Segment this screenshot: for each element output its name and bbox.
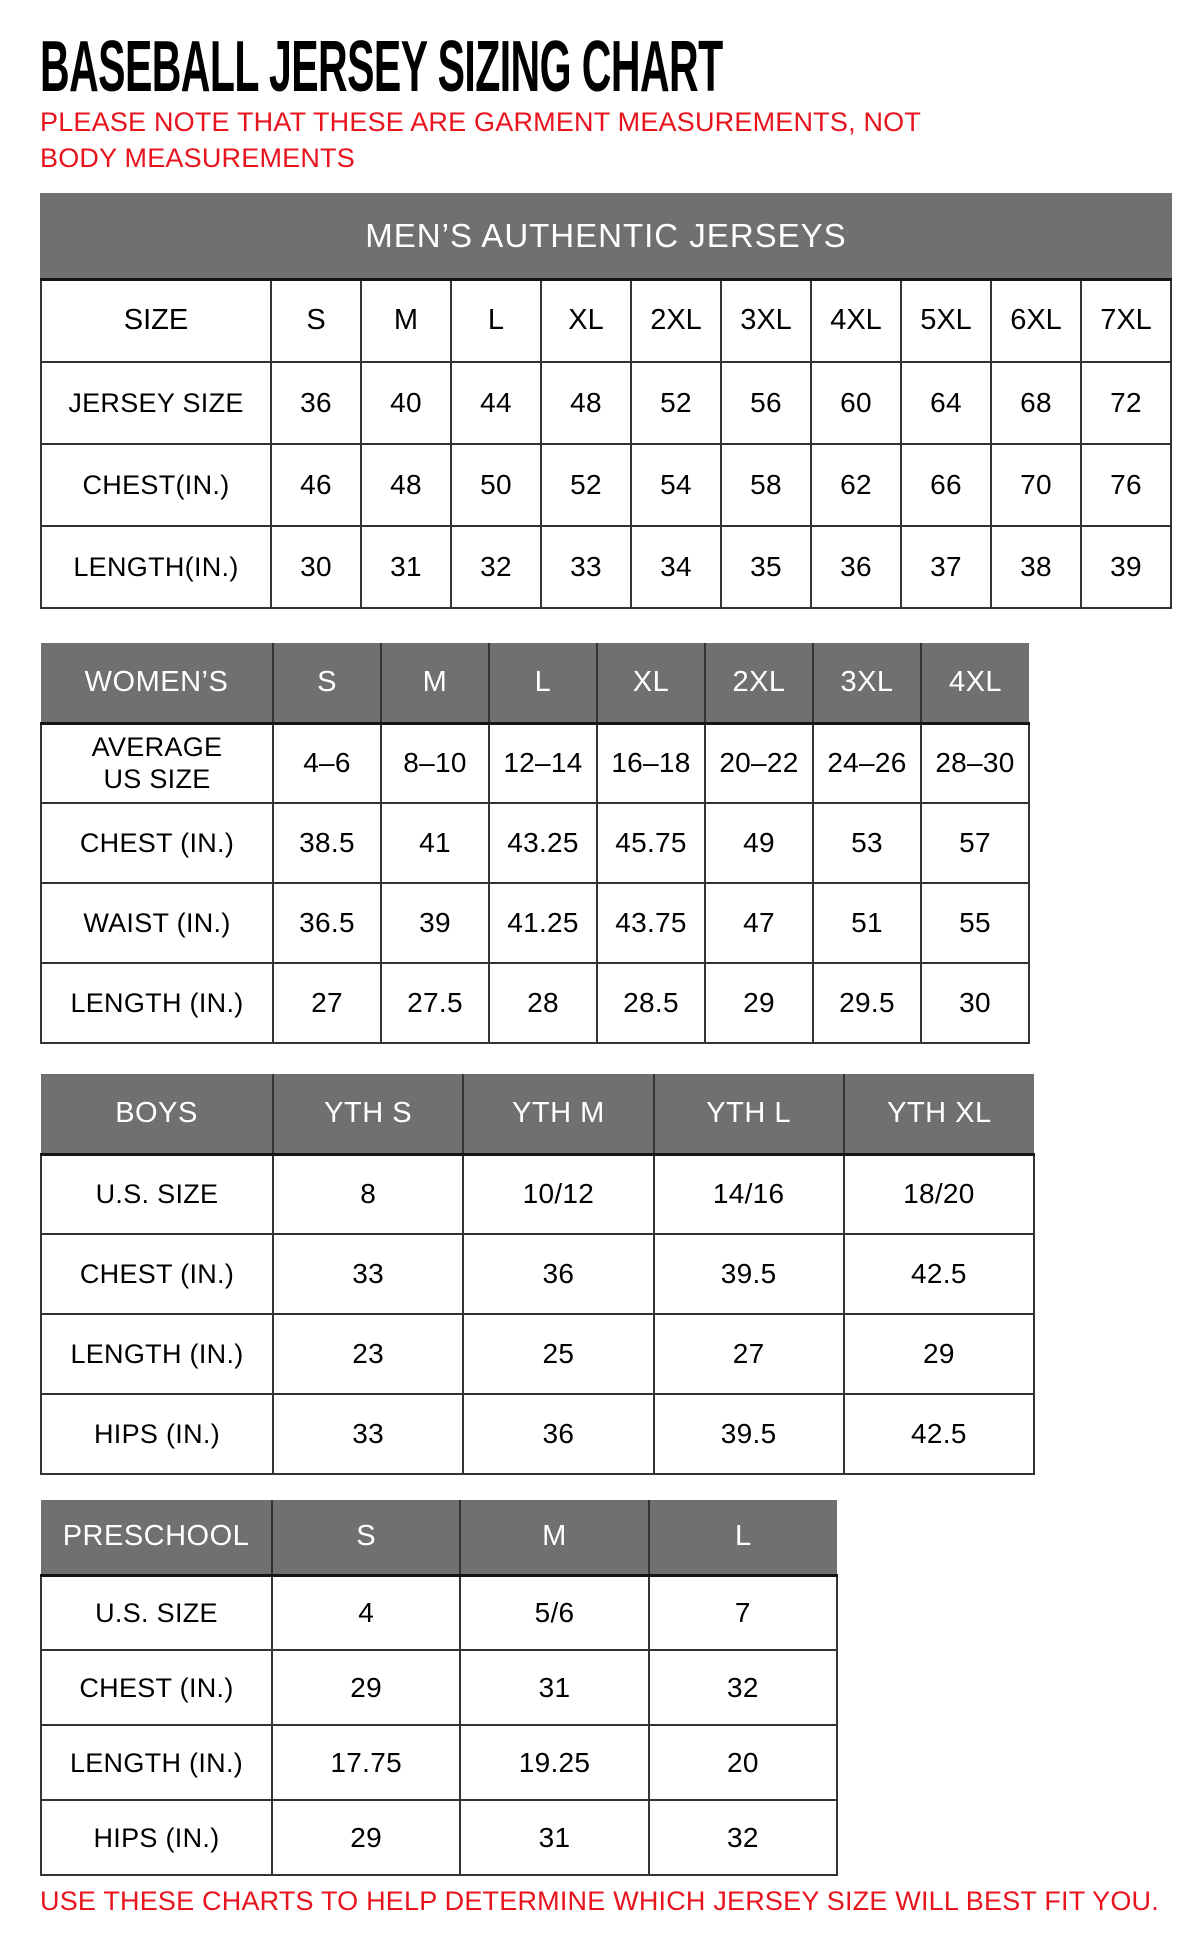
value-cell: 41	[381, 803, 489, 883]
garment-measurements-note: PLEASE NOTE THAT THESE ARE GARMENT MEASUREMENTS, NOT BODY MEASUREMENTS	[40, 107, 921, 173]
value-cell: 48	[361, 444, 451, 526]
mens-banner: MEN’S AUTHENTIC JERSEYS	[40, 193, 1172, 278]
value-cell: 33	[273, 1394, 463, 1474]
value-cell: 30	[271, 526, 361, 608]
womens-table	[40, 643, 1030, 1044]
value-cell: 54	[631, 444, 721, 526]
table-row	[41, 526, 1171, 608]
value-cell: 29	[844, 1314, 1034, 1394]
table-row	[41, 1154, 1034, 1234]
table-row	[41, 1650, 837, 1725]
value-cell: 36	[463, 1234, 653, 1314]
header-cell: 2XL	[705, 643, 813, 723]
value-cell: 64	[901, 362, 991, 444]
table-row	[41, 883, 1029, 963]
table-row	[41, 444, 1171, 526]
header-cell: 3XL	[813, 643, 921, 723]
boys-table	[40, 1074, 1035, 1475]
value-cell: 45.75	[597, 803, 705, 883]
value-cell: 25	[463, 1314, 653, 1394]
value-cell: 52	[631, 362, 721, 444]
row-label-cell: LENGTH (IN.)	[41, 1314, 273, 1394]
header-cell: 7XL	[1081, 280, 1171, 362]
header-cell: YTH L	[654, 1074, 844, 1154]
boys-sizing-table-section	[40, 1074, 1035, 1475]
row-label-cell: HIPS (IN.)	[41, 1800, 272, 1875]
value-cell: 7	[649, 1575, 837, 1650]
value-cell: 8	[273, 1154, 463, 1234]
value-cell: 76	[1081, 444, 1171, 526]
header-cell: YTH M	[463, 1074, 653, 1154]
value-cell: 19.25	[460, 1725, 648, 1800]
value-cell: 29	[272, 1800, 460, 1875]
value-cell: 66	[901, 444, 991, 526]
value-cell: 40	[361, 362, 451, 444]
value-cell: 36	[811, 526, 901, 608]
value-cell: 62	[811, 444, 901, 526]
value-cell: 39	[1081, 526, 1171, 608]
value-cell: 53	[813, 803, 921, 883]
value-cell: 8–10	[381, 723, 489, 803]
preschool-table	[40, 1500, 838, 1876]
value-cell: 27	[654, 1314, 844, 1394]
row-label-cell: U.S. SIZE	[41, 1575, 272, 1650]
value-cell: 28–30	[921, 723, 1029, 803]
value-cell: 17.75	[272, 1725, 460, 1800]
value-cell: 48	[541, 362, 631, 444]
value-cell: 38	[991, 526, 1081, 608]
table-row	[41, 362, 1171, 444]
fit-advice-footer: USE THESE CHARTS TO HELP DETERMINE WHICH JERSEY SIZE WILL BEST FIT YOU.	[40, 1886, 1159, 1916]
header-cell: XL	[597, 643, 705, 723]
row-label-cell: WAIST (IN.)	[41, 883, 273, 963]
value-cell: 5/6	[460, 1575, 648, 1650]
value-cell: 44	[451, 362, 541, 444]
header-cell: S	[273, 643, 381, 723]
value-cell: 23	[273, 1314, 463, 1394]
womens-header-row	[41, 643, 1029, 723]
table-row	[41, 1800, 837, 1875]
value-cell: 46	[271, 444, 361, 526]
value-cell: 14/16	[654, 1154, 844, 1234]
value-cell: 35	[721, 526, 811, 608]
row-label-cell: U.S. SIZE	[41, 1154, 273, 1234]
header-cell: M	[361, 280, 451, 362]
header-cell: M	[381, 643, 489, 723]
header-cell: L	[451, 280, 541, 362]
value-cell: 39	[381, 883, 489, 963]
value-cell: 20–22	[705, 723, 813, 803]
value-cell: 36.5	[273, 883, 381, 963]
value-cell: 39.5	[654, 1234, 844, 1314]
row-label-cell: CHEST(IN.)	[41, 444, 271, 526]
header-cell: 3XL	[721, 280, 811, 362]
value-cell: 42.5	[844, 1234, 1034, 1314]
row-label-cell: JERSEY SIZE	[41, 362, 271, 444]
value-cell: 32	[649, 1800, 837, 1875]
header-cell: 6XL	[991, 280, 1081, 362]
value-cell: 28	[489, 963, 597, 1043]
value-cell: 32	[649, 1650, 837, 1725]
value-cell: 33	[273, 1234, 463, 1314]
value-cell: 29.5	[813, 963, 921, 1043]
header-cell: L	[489, 643, 597, 723]
header-cell: SIZE	[41, 280, 271, 362]
header-cell: 5XL	[901, 280, 991, 362]
value-cell: 50	[451, 444, 541, 526]
value-cell: 10/12	[463, 1154, 653, 1234]
header-cell: S	[271, 280, 361, 362]
value-cell: 31	[460, 1650, 648, 1725]
value-cell: 36	[271, 362, 361, 444]
value-cell: 55	[921, 883, 1029, 963]
value-cell: 58	[721, 444, 811, 526]
table-row	[41, 803, 1029, 883]
header-cell: 2XL	[631, 280, 721, 362]
row-label-cell: AVERAGE US SIZE	[41, 723, 273, 803]
header-cell: M	[460, 1500, 648, 1575]
value-cell: 20	[649, 1725, 837, 1800]
row-label-cell: HIPS (IN.)	[41, 1394, 273, 1474]
value-cell: 31	[460, 1800, 648, 1875]
value-cell: 12–14	[489, 723, 597, 803]
header-cell: XL	[541, 280, 631, 362]
value-cell: 60	[811, 362, 901, 444]
header-cell: L	[649, 1500, 837, 1575]
table-row	[41, 1725, 837, 1800]
row-label-cell: CHEST (IN.)	[41, 1650, 272, 1725]
table-row	[41, 1234, 1034, 1314]
value-cell: 16–18	[597, 723, 705, 803]
header-cell: PRESCHOOL	[41, 1500, 272, 1575]
value-cell: 39.5	[654, 1394, 844, 1474]
table-row	[41, 963, 1029, 1043]
value-cell: 70	[991, 444, 1081, 526]
value-cell: 47	[705, 883, 813, 963]
value-cell: 32	[451, 526, 541, 608]
value-cell: 28.5	[597, 963, 705, 1043]
preschool-header-row	[41, 1500, 837, 1575]
table-row	[41, 1575, 837, 1650]
mens-sizing-table-section	[40, 193, 1172, 609]
preschool-sizing-table-section	[40, 1500, 838, 1876]
value-cell: 37	[901, 526, 991, 608]
value-cell: 51	[813, 883, 921, 963]
value-cell: 41.25	[489, 883, 597, 963]
value-cell: 38.5	[273, 803, 381, 883]
page-title: BASEBALL JERSEY SIZING CHART	[40, 27, 723, 107]
value-cell: 29	[705, 963, 813, 1043]
value-cell: 27	[273, 963, 381, 1043]
value-cell: 56	[721, 362, 811, 444]
table-row	[41, 1314, 1034, 1394]
row-label-cell: CHEST (IN.)	[41, 1234, 273, 1314]
header-cell: WOMEN’S	[41, 643, 273, 723]
table-row	[41, 723, 1029, 803]
value-cell: 29	[272, 1650, 460, 1725]
row-label-cell: CHEST (IN.)	[41, 803, 273, 883]
value-cell: 33	[541, 526, 631, 608]
mens-header-row	[41, 280, 1171, 362]
header-cell: 4XL	[921, 643, 1029, 723]
header-cell: YTH S	[273, 1074, 463, 1154]
header-cell: 4XL	[811, 280, 901, 362]
value-cell: 36	[463, 1394, 653, 1474]
row-label-cell: LENGTH (IN.)	[41, 1725, 272, 1800]
value-cell: 43.75	[597, 883, 705, 963]
value-cell: 18/20	[844, 1154, 1034, 1234]
header-cell: S	[272, 1500, 460, 1575]
value-cell: 4	[272, 1575, 460, 1650]
womens-sizing-table-section	[40, 643, 1030, 1044]
value-cell: 24–26	[813, 723, 921, 803]
row-label-cell: LENGTH (IN.)	[41, 963, 273, 1043]
row-label-cell: LENGTH(IN.)	[41, 526, 271, 608]
value-cell: 27.5	[381, 963, 489, 1043]
value-cell: 43.25	[489, 803, 597, 883]
value-cell: 68	[991, 362, 1081, 444]
header-cell: BOYS	[41, 1074, 273, 1154]
value-cell: 4–6	[273, 723, 381, 803]
value-cell: 34	[631, 526, 721, 608]
value-cell: 42.5	[844, 1394, 1034, 1474]
value-cell: 49	[705, 803, 813, 883]
mens-table	[40, 278, 1172, 609]
table-row	[41, 1394, 1034, 1474]
value-cell: 57	[921, 803, 1029, 883]
value-cell: 52	[541, 444, 631, 526]
boys-header-row	[41, 1074, 1034, 1154]
value-cell: 31	[361, 526, 451, 608]
value-cell: 30	[921, 963, 1029, 1043]
value-cell: 72	[1081, 362, 1171, 444]
header-cell: YTH XL	[844, 1074, 1034, 1154]
